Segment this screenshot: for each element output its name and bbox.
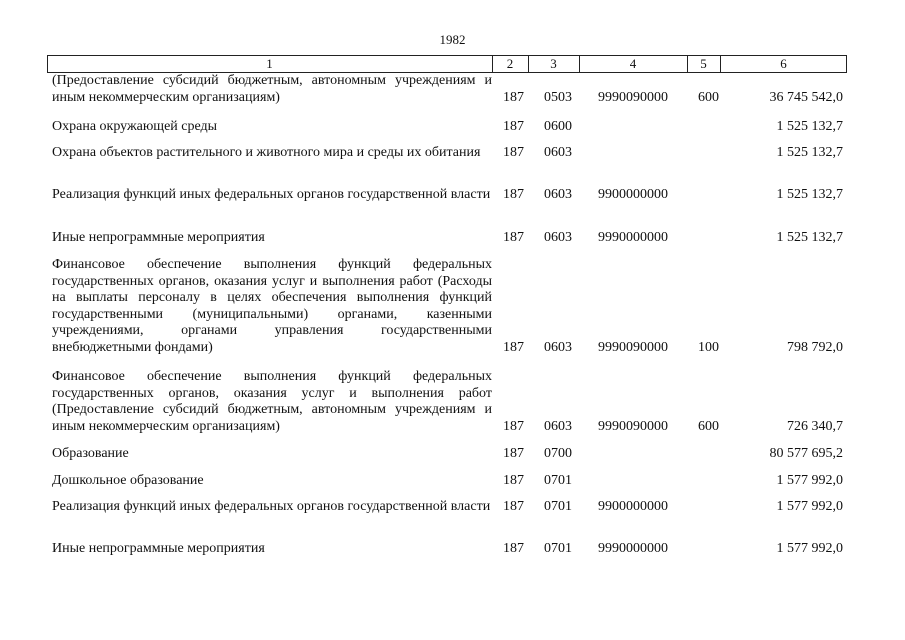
- row-gr-code: 187: [503, 339, 524, 355]
- row-amount: 1 525 132,7: [776, 187, 843, 202]
- row-description: Дошкольное образование: [52, 473, 204, 488]
- row-section-code: 0701: [544, 473, 572, 488]
- row-description: Иные непрограммные мероприятия: [52, 541, 265, 556]
- row-amount: 36 745 542,0: [769, 89, 843, 105]
- row-section-code: 0603: [544, 187, 572, 202]
- header-col-1: 1: [266, 56, 273, 71]
- row-description: Иные непрограммные мероприятия: [52, 230, 265, 245]
- row-section-code: 0603: [544, 418, 572, 434]
- row-gr-code: 187: [503, 119, 524, 134]
- header-col-2: 2: [506, 56, 514, 71]
- row-target-code: 9900000000: [598, 187, 668, 202]
- row-amount: 1 577 992,0: [776, 541, 843, 556]
- row-section-code: 0503: [544, 89, 572, 105]
- row-gr-code: 187: [503, 541, 524, 556]
- row-section-code: 0603: [544, 145, 572, 160]
- row-amount: 798 792,0: [787, 339, 843, 355]
- row-amount: 1 577 992,0: [776, 473, 843, 488]
- row-expense-type: 600: [698, 418, 719, 434]
- row-amount: 726 340,7: [787, 418, 843, 434]
- table-row: [52, 119, 852, 136]
- row-amount: 1 525 132,7: [776, 145, 843, 160]
- header-col-6: 6: [780, 56, 787, 71]
- row-gr-code: 187: [503, 499, 524, 514]
- row-amount: 1 577 992,0: [776, 499, 843, 514]
- row-description: Охрана объектов растительного и животного мира и среды их обитания: [52, 145, 481, 160]
- row-section-code: 0701: [544, 541, 572, 556]
- table-row: [52, 499, 852, 516]
- row-gr-code: 187: [503, 230, 524, 245]
- row-section-code: 0700: [544, 446, 572, 461]
- row-gr-code: 187: [503, 473, 524, 488]
- row-target-code: 9900000000: [598, 499, 668, 514]
- row-amount: 1 525 132,7: [776, 230, 843, 245]
- row-description: Реализация функций иных федеральных органов государственной власти: [52, 499, 491, 514]
- row-section-code: 0701: [544, 499, 572, 514]
- header-col-3: 3: [550, 56, 557, 71]
- table-row: [52, 73, 852, 106]
- header-col-5: 5: [700, 56, 707, 71]
- table-row: [52, 145, 852, 162]
- row-target-code: 9990090000: [598, 89, 668, 105]
- header-col-4: 4: [629, 56, 637, 71]
- table-row: [52, 187, 852, 204]
- row-gr-code: 187: [503, 187, 524, 202]
- table-row: [52, 446, 852, 463]
- table-row: [52, 257, 852, 356]
- row-section-code: 0600: [544, 119, 572, 134]
- row-description: Реализация функций иных федеральных органов государственной власти: [52, 187, 491, 202]
- row-gr-code: 187: [503, 446, 524, 461]
- row-amount: 1 525 132,7: [776, 119, 843, 134]
- table-row: [52, 473, 852, 490]
- row-target-code: 9990000000: [598, 541, 668, 556]
- table-row: [52, 369, 852, 435]
- row-description: Финансовое обеспечение выполнения функций федеральных государственных органов, оказания услуг и выполнения работ (Предоставление субсидий бюджетным, автономным учреждениям и иным некоммерческим организациям): [52, 369, 492, 434]
- row-description: (Предоставление субсидий бюджетным, автономным учреждениям и иным некоммерческим организациям): [52, 73, 492, 105]
- row-target-code: 9990090000: [598, 339, 668, 355]
- row-description: Охрана окружающей среды: [52, 119, 218, 134]
- row-amount: 80 577 695,2: [769, 446, 843, 461]
- row-target-code: 9990090000: [598, 418, 668, 434]
- row-gr-code: 187: [503, 89, 524, 105]
- row-target-code: 9990000000: [598, 230, 668, 245]
- row-gr-code: 187: [503, 418, 524, 434]
- table-row: [52, 541, 852, 558]
- row-description: Образование: [52, 446, 129, 461]
- table-row: [52, 230, 852, 247]
- row-expense-type: 100: [698, 339, 719, 355]
- row-description: Финансовое обеспечение выполнения функций федеральных государственных органов, оказания услуг и выполнения работ (Расходы на выплаты персоналу в целях обеспечения выполнения функций государственными (муниципальными) органами, казенными учреждениями, органами управления государственными внебюджетными фондами): [52, 257, 492, 355]
- row-section-code: 0603: [544, 230, 572, 245]
- row-section-code: 0603: [544, 339, 572, 355]
- page-number: 1982: [439, 32, 466, 47]
- row-expense-type: 600: [698, 89, 719, 105]
- row-gr-code: 187: [503, 145, 524, 160]
